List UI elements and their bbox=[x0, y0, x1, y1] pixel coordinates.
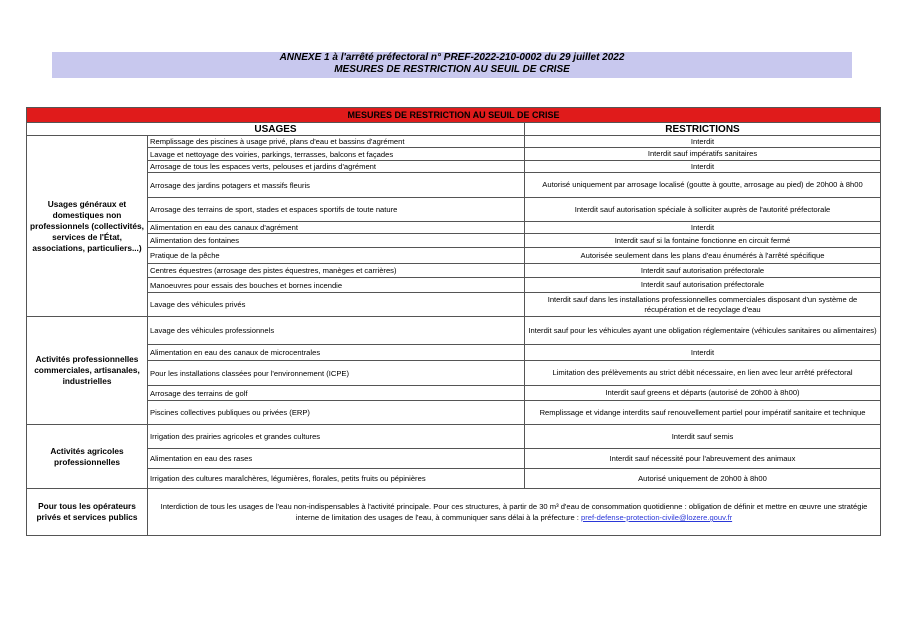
restriction-cell: Interdit sauf greens et départs (autorisé de 20h00 à 8h00) bbox=[525, 386, 881, 401]
restriction-cell: Interdit sauf pour les véhicules ayant une obligation réglementaire (véhicules sanitaires ou alimentaires) bbox=[525, 317, 881, 345]
usage-cell: Alimentation en eau des canaux d'agrément bbox=[148, 222, 525, 234]
restriction-cell: Remplissage et vidange interdits sauf renouvellement partiel pour impératif sanitaire et technique bbox=[525, 401, 881, 425]
annex-header bbox=[52, 52, 852, 78]
usage-cell: Arrosage des jardins potagers et massifs fleuris bbox=[148, 173, 525, 198]
category-operators: Pour tous les opérateurs privés et services publics bbox=[27, 489, 148, 536]
restriction-cell: Interdit sauf autorisation spéciale à solliciter auprès de l'autorité préfectorale bbox=[525, 198, 881, 222]
category-general: Usages généraux et domestiques non professionnels (collectivités, services de l'État, associations, particuliers...) bbox=[27, 136, 148, 317]
annex-subtitle: MESURES DE RESTRICTION AU SEUIL DE CRISE bbox=[334, 64, 570, 75]
restriction-cell: Interdit bbox=[525, 161, 881, 173]
usage-cell: Piscines collectives publiques ou privées (ERP) bbox=[148, 401, 525, 425]
restriction-cell: Interdit sauf semis bbox=[525, 425, 881, 449]
usage-cell: Centres équestres (arrosage des pistes équestres, manèges et carrières) bbox=[148, 264, 525, 278]
restriction-cell: Interdit bbox=[525, 345, 881, 361]
header-restrictions: RESTRICTIONS bbox=[525, 123, 881, 136]
prefecture-email-link[interactable]: pref-defense-protection-civile@lozere.gouv.fr bbox=[581, 513, 733, 522]
usage-cell: Alimentation en eau des rases bbox=[148, 449, 525, 469]
usage-cell: Lavage et nettoyage des voiries, parkings, terrasses, balcons et façades bbox=[148, 148, 525, 161]
usage-cell: Irrigation des prairies agricoles et grandes cultures bbox=[148, 425, 525, 449]
usage-cell: Arrosage des terrains de golf bbox=[148, 386, 525, 401]
restriction-cell: Interdit sauf nécessité pour l'abreuvement des animaux bbox=[525, 449, 881, 469]
category-professional: Activités professionnelles commerciales, artisanales, industrielles bbox=[27, 317, 148, 425]
table-title: MESURES DE RESTRICTION AU SEUIL DE CRISE bbox=[27, 108, 881, 123]
restriction-cell: Interdit bbox=[525, 222, 881, 234]
restriction-cell: Autorisé uniquement de 20h00 à 8h00 bbox=[525, 469, 881, 489]
annex-title: ANNEXE 1 à l'arrêté préfectoral n° PREF-2022-210-0002 du 29 juillet 2022 bbox=[279, 52, 625, 63]
usage-cell: Remplissage des piscines à usage privé, plans d'eau et bassins d'agrément bbox=[148, 136, 525, 148]
category-agricultural: Activités agricoles professionnelles bbox=[27, 425, 148, 489]
restriction-cell: Interdit sauf autorisation préfectorale bbox=[525, 264, 881, 278]
final-measure-cell bbox=[148, 489, 881, 536]
usage-cell: Alimentation des fontaines bbox=[148, 234, 525, 248]
usage-cell: Lavage des véhicules professionnels bbox=[148, 317, 525, 345]
restriction-cell: Limitation des prélèvements au strict débit nécessaire, en lien avec leur arrêté préfectoral bbox=[525, 361, 881, 386]
usage-cell: Lavage des véhicules privés bbox=[148, 293, 525, 317]
usage-cell: Arrosage de tous les espaces verts, pelouses et jardins d'agrément bbox=[148, 161, 525, 173]
final-measure-text: Interdiction de tous les usages de l'eau non-indispensables à l'activité principale. Pour ces structures, à partir de 30 m³ d'eau de consommation quotidienne : obligation de définir et mettre en œuvre une stratégie interne de limitation des usages de l'eau, à communiquer sans délai à la préfecture : bbox=[160, 502, 868, 522]
usage-cell: Alimentation en eau des canaux de microcentrales bbox=[148, 345, 525, 361]
restriction-cell: Interdit sauf dans les installations professionnelles commerciales disposant d'un système de récupération et de recyclage d'eau bbox=[525, 293, 881, 317]
restriction-cell: Interdit sauf si la fontaine fonctionne en circuit fermé bbox=[525, 234, 881, 248]
usage-cell: Irrigation des cultures maraîchères, légumières, florales, petits fruits ou pépinières bbox=[148, 469, 525, 489]
usage-cell: Manoeuvres pour essais des bouches et bornes incendie bbox=[148, 278, 525, 293]
usage-cell: Arrosage des terrains de sport, stades et espaces sportifs de toute nature bbox=[148, 198, 525, 222]
restriction-table bbox=[26, 107, 881, 536]
restriction-cell: Interdit sauf impératifs sanitaires bbox=[525, 148, 881, 161]
restriction-cell: Interdit bbox=[525, 136, 881, 148]
restriction-cell: Interdit sauf autorisation préfectorale bbox=[525, 278, 881, 293]
usage-cell: Pour les installations classées pour l'environnement (ICPE) bbox=[148, 361, 525, 386]
usage-cell: Pratique de la pêche bbox=[148, 248, 525, 264]
restriction-cell: Autorisé uniquement par arrosage localisé (goutte à goutte, arrosage au pied) de 20h00 à 8h00 bbox=[525, 173, 881, 198]
header-usages: USAGES bbox=[27, 123, 525, 136]
restriction-cell: Autorisée seulement dans les plans d'eau énumérés à l'arrêté spécifique bbox=[525, 248, 881, 264]
